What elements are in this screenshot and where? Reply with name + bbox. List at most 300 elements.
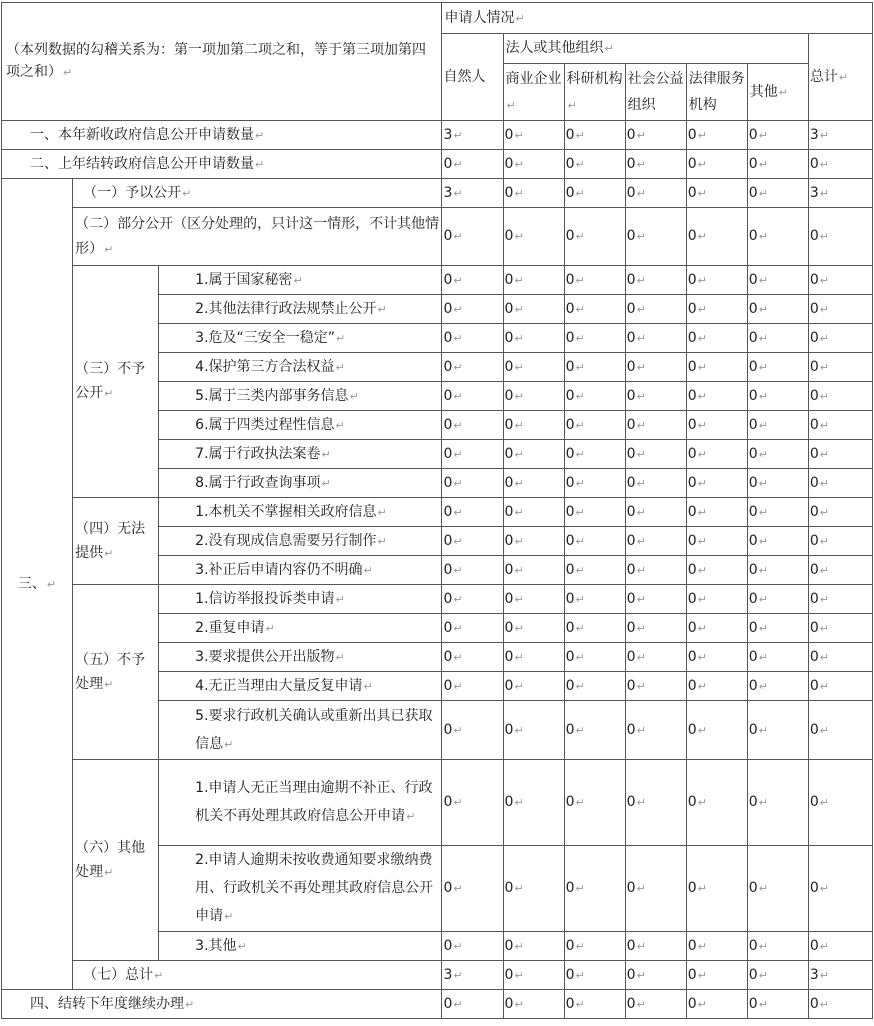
value-cell bbox=[686, 179, 747, 208]
cell-text: 0 bbox=[504, 445, 514, 462]
value-cell bbox=[442, 701, 503, 760]
return-mark-icon: ↵ bbox=[636, 476, 646, 490]
row-label bbox=[159, 498, 442, 527]
value-cell bbox=[442, 353, 503, 382]
value-cell bbox=[747, 498, 808, 527]
cell-text: 0 bbox=[504, 794, 514, 810]
cell-text: 0 bbox=[565, 619, 575, 636]
return-mark-icon: ↵ bbox=[636, 882, 646, 895]
value-cell bbox=[747, 556, 808, 585]
row-label bbox=[159, 760, 442, 846]
return-mark-icon: ↵ bbox=[758, 302, 768, 316]
return-mark-icon: ↵ bbox=[636, 128, 646, 142]
cell-text: 0 bbox=[748, 561, 758, 578]
cell-text: 3 bbox=[809, 126, 819, 143]
value-cell bbox=[747, 324, 808, 353]
value-cell bbox=[442, 440, 503, 469]
cell-text: 0 bbox=[687, 184, 697, 201]
return-mark-icon: ↵ bbox=[453, 796, 463, 809]
row-label bbox=[159, 846, 442, 932]
cell-text: 0 bbox=[443, 937, 453, 954]
cell-text: 0 bbox=[748, 532, 758, 549]
cell-text: 0 bbox=[687, 995, 697, 1012]
cell-text: 0 bbox=[626, 416, 636, 433]
value-cell bbox=[503, 990, 564, 1019]
value-cell bbox=[808, 585, 872, 614]
return-mark-icon: ↵ bbox=[758, 476, 768, 490]
return-mark-icon: ↵ bbox=[758, 230, 768, 243]
section-three-label bbox=[2, 179, 73, 990]
cell-text: 0 bbox=[809, 387, 819, 404]
value-cell bbox=[625, 701, 686, 760]
return-mark-icon: ↵ bbox=[335, 418, 345, 432]
value-cell bbox=[747, 932, 808, 961]
return-mark-icon: ↵ bbox=[697, 563, 707, 577]
row-label bbox=[73, 208, 442, 266]
value-cell bbox=[442, 324, 503, 353]
return-mark-icon: ↵ bbox=[575, 592, 585, 606]
cell-text: 0 bbox=[443, 474, 453, 491]
value-cell bbox=[625, 382, 686, 411]
row-label bbox=[159, 932, 442, 961]
value-cell bbox=[686, 324, 747, 353]
return-mark-icon: ↵ bbox=[697, 592, 707, 606]
return-mark-icon: ↵ bbox=[819, 360, 829, 374]
cell-text: 0 bbox=[809, 721, 819, 738]
return-mark-icon: ↵ bbox=[697, 186, 707, 200]
cell-text: 6.属于四类过程性信息 bbox=[195, 416, 335, 433]
value-cell bbox=[625, 556, 686, 585]
value-cell bbox=[686, 382, 747, 411]
value-cell bbox=[625, 527, 686, 556]
value-cell bbox=[808, 469, 872, 498]
cell-text: 0 bbox=[626, 561, 636, 578]
value-cell bbox=[747, 179, 808, 208]
cell-text: 0 bbox=[626, 966, 636, 983]
value-cell bbox=[503, 324, 564, 353]
cell-text: 0 bbox=[809, 228, 819, 244]
value-cell bbox=[564, 614, 625, 643]
cell-text: 四、结转下年度继续办理 bbox=[30, 995, 184, 1012]
cell-text: 0 bbox=[809, 794, 819, 810]
cell-text: 0 bbox=[687, 648, 697, 665]
value-cell bbox=[808, 932, 872, 961]
cell-text: 0 bbox=[504, 416, 514, 433]
cell-text: 2.申请人逾期未按收费通知要求缴纳费用、行政机关不再处理其政府信息公开申请 bbox=[195, 852, 434, 924]
value-cell bbox=[503, 179, 564, 208]
value-cell bbox=[747, 585, 808, 614]
cell-text: 0 bbox=[565, 532, 575, 549]
table-row bbox=[2, 990, 873, 1019]
return-mark-icon: ↵ bbox=[185, 997, 195, 1011]
value-cell bbox=[442, 990, 503, 1019]
value-cell bbox=[686, 585, 747, 614]
value-cell bbox=[808, 440, 872, 469]
return-mark-icon: ↵ bbox=[514, 505, 524, 519]
return-mark-icon: ↵ bbox=[697, 389, 707, 403]
return-mark-icon: ↵ bbox=[819, 882, 829, 895]
return-mark-icon: ↵ bbox=[819, 157, 829, 171]
return-mark-icon: ↵ bbox=[453, 360, 463, 374]
return-mark-icon: ↵ bbox=[453, 186, 463, 200]
return-mark-icon: ↵ bbox=[224, 737, 234, 751]
row-label bbox=[2, 150, 442, 179]
value-cell bbox=[686, 353, 747, 382]
value-cell bbox=[686, 208, 747, 266]
cell-text: 0 bbox=[504, 532, 514, 549]
cell-text: 0 bbox=[687, 445, 697, 462]
cell-text: 二、上年结转政府信息公开申请数量 bbox=[30, 155, 254, 172]
value-cell bbox=[564, 556, 625, 585]
cell-text: 0 bbox=[504, 387, 514, 404]
cell-text: 5.属于三类内部事务信息 bbox=[195, 387, 349, 404]
col-public-welfare: 社会公益组织 bbox=[625, 64, 686, 121]
return-mark-icon: ↵ bbox=[697, 679, 707, 693]
return-mark-icon: ↵ bbox=[224, 910, 234, 923]
row-label bbox=[159, 469, 442, 498]
return-mark-icon: ↵ bbox=[335, 650, 345, 664]
cell-text: 0 bbox=[809, 937, 819, 954]
cell-text: 0 bbox=[626, 648, 636, 665]
return-mark-icon: ↵ bbox=[575, 331, 585, 345]
value-cell bbox=[442, 498, 503, 527]
value-cell bbox=[686, 701, 747, 760]
return-mark-icon: ↵ bbox=[575, 650, 585, 664]
return-mark-icon: ↵ bbox=[575, 302, 585, 316]
cell-text: （四）无法提供 bbox=[75, 520, 146, 561]
value-cell bbox=[686, 961, 747, 990]
value-cell bbox=[564, 266, 625, 295]
return-mark-icon: ↵ bbox=[104, 387, 114, 400]
return-mark-icon: ↵ bbox=[697, 796, 707, 809]
return-mark-icon: ↵ bbox=[758, 796, 768, 809]
value-cell bbox=[686, 411, 747, 440]
value-cell bbox=[503, 961, 564, 990]
return-mark-icon: ↵ bbox=[697, 302, 707, 316]
value-cell bbox=[564, 208, 625, 266]
col-legal-service: 法律服务机构 bbox=[686, 64, 747, 121]
cell-text: 一、本年新收政府信息公开申请数量 bbox=[30, 126, 254, 143]
value-cell bbox=[442, 295, 503, 324]
return-mark-icon: ↵ bbox=[293, 273, 303, 287]
cell-text: 0 bbox=[687, 271, 697, 288]
cell-text: 0 bbox=[626, 474, 636, 491]
return-mark-icon: ↵ bbox=[636, 592, 646, 606]
value-cell bbox=[808, 990, 872, 1019]
return-mark-icon: ↵ bbox=[697, 128, 707, 142]
return-mark-icon: ↵ bbox=[514, 418, 524, 432]
cell-text: 0 bbox=[504, 995, 514, 1012]
cell-text: 0 bbox=[504, 648, 514, 665]
return-mark-icon: ↵ bbox=[758, 389, 768, 403]
return-mark-icon: ↵ bbox=[697, 621, 707, 635]
row-label bbox=[159, 411, 442, 440]
return-mark-icon: ↵ bbox=[377, 505, 387, 519]
return-mark-icon: ↵ bbox=[758, 418, 768, 432]
cell-text: 0 bbox=[504, 677, 514, 694]
value-cell bbox=[564, 701, 625, 760]
cell-text: （三）不予公开 bbox=[75, 361, 146, 401]
return-mark-icon: ↵ bbox=[514, 796, 524, 809]
cell-text: 0 bbox=[565, 445, 575, 462]
value-cell bbox=[808, 760, 872, 846]
return-mark-icon: ↵ bbox=[636, 997, 646, 1011]
cell-text: 0 bbox=[504, 721, 514, 738]
cell-text: （五）不予处理 bbox=[75, 651, 146, 692]
return-mark-icon: ↵ bbox=[453, 273, 463, 287]
return-mark-icon: ↵ bbox=[819, 447, 829, 461]
return-mark-icon: ↵ bbox=[575, 679, 585, 693]
row-label bbox=[159, 556, 442, 585]
return-mark-icon: ↵ bbox=[363, 563, 373, 577]
value-cell bbox=[442, 556, 503, 585]
value-cell bbox=[564, 527, 625, 556]
cell-text: 0 bbox=[626, 155, 636, 172]
cell-text: 1.信访举报投诉类申请 bbox=[195, 590, 335, 607]
value-cell bbox=[625, 990, 686, 1019]
return-mark-icon: ↵ bbox=[819, 230, 829, 243]
cell-text: 0 bbox=[565, 937, 575, 954]
return-mark-icon: ↵ bbox=[575, 418, 585, 432]
value-cell bbox=[747, 527, 808, 556]
return-mark-icon: ↵ bbox=[453, 302, 463, 316]
cell-text: 1.本机关不掌握相关政府信息 bbox=[195, 503, 377, 520]
return-mark-icon: ↵ bbox=[636, 157, 646, 171]
cell-text: 0 bbox=[626, 619, 636, 636]
row-label bbox=[73, 179, 442, 208]
cell-text: 0 bbox=[748, 937, 758, 954]
cell-text: 0 bbox=[748, 677, 758, 694]
value-cell bbox=[564, 295, 625, 324]
return-mark-icon: ↵ bbox=[819, 592, 829, 606]
value-cell bbox=[747, 121, 808, 150]
cell-text: 0 bbox=[443, 503, 453, 520]
value-cell bbox=[442, 585, 503, 614]
value-cell bbox=[808, 295, 872, 324]
value-cell bbox=[503, 150, 564, 179]
return-mark-icon: ↵ bbox=[104, 242, 114, 256]
return-mark-icon: ↵ bbox=[636, 230, 646, 243]
cell-text: 0 bbox=[809, 445, 819, 462]
value-cell bbox=[625, 324, 686, 353]
cell-text: 0 bbox=[626, 721, 636, 738]
value-cell bbox=[442, 614, 503, 643]
return-mark-icon: ↵ bbox=[514, 302, 524, 316]
return-mark-icon: ↵ bbox=[453, 476, 463, 490]
value-cell bbox=[686, 266, 747, 295]
return-mark-icon: ↵ bbox=[697, 273, 707, 287]
value-cell bbox=[808, 498, 872, 527]
value-cell bbox=[747, 382, 808, 411]
return-mark-icon: ↵ bbox=[819, 939, 829, 953]
return-mark-icon: ↵ bbox=[453, 882, 463, 895]
cell-text: 0 bbox=[443, 445, 453, 462]
cell-text: 0 bbox=[626, 794, 636, 810]
value-cell bbox=[625, 121, 686, 150]
return-mark-icon: ↵ bbox=[819, 968, 829, 982]
return-mark-icon: ↵ bbox=[453, 331, 463, 345]
group-label bbox=[73, 585, 159, 760]
value-cell bbox=[808, 324, 872, 353]
row-label bbox=[159, 643, 442, 672]
value-cell bbox=[503, 932, 564, 961]
return-mark-icon: ↵ bbox=[758, 563, 768, 577]
cell-text: 2.没有现成信息需要另行制作 bbox=[195, 532, 377, 549]
return-mark-icon: ↵ bbox=[697, 230, 707, 243]
cell-text: 0 bbox=[504, 966, 514, 983]
cell-text: 0 bbox=[687, 300, 697, 317]
cell-text: 0 bbox=[687, 126, 697, 143]
value-cell bbox=[747, 672, 808, 701]
return-mark-icon: ↵ bbox=[819, 723, 829, 737]
cell-text: 3.危及“三安全一稳定” bbox=[195, 329, 336, 346]
cell-text: 0 bbox=[565, 387, 575, 404]
return-mark-icon: ↵ bbox=[453, 230, 463, 243]
return-mark-icon: ↵ bbox=[636, 418, 646, 432]
value-cell bbox=[625, 585, 686, 614]
cell-text: 0 bbox=[443, 532, 453, 549]
return-mark-icon: ↵ bbox=[697, 447, 707, 461]
row-label bbox=[73, 961, 442, 990]
cell-text: 3.要求提供公开出版物 bbox=[195, 648, 335, 665]
cell-text: 3 bbox=[443, 966, 453, 983]
value-cell bbox=[808, 150, 872, 179]
group-label bbox=[73, 266, 159, 498]
return-mark-icon: ↵ bbox=[697, 534, 707, 548]
return-mark-icon: ↵ bbox=[46, 577, 57, 591]
cell-text: 0 bbox=[443, 387, 453, 404]
value-cell bbox=[808, 411, 872, 440]
cell-text: 0 bbox=[626, 445, 636, 462]
table-row bbox=[2, 150, 873, 179]
value-cell bbox=[747, 469, 808, 498]
cell-text: 0 bbox=[565, 300, 575, 317]
value-cell bbox=[747, 411, 808, 440]
return-mark-icon: ↵ bbox=[514, 389, 524, 403]
value-cell bbox=[747, 440, 808, 469]
value-cell bbox=[747, 643, 808, 672]
value-cell bbox=[442, 469, 503, 498]
return-mark-icon: ↵ bbox=[514, 447, 524, 461]
cell-text: 0 bbox=[748, 387, 758, 404]
cell-text: 0 bbox=[748, 155, 758, 172]
return-mark-icon: ↵ bbox=[758, 939, 768, 953]
return-mark-icon: ↵ bbox=[377, 534, 387, 548]
value-cell bbox=[564, 672, 625, 701]
value-cell bbox=[564, 411, 625, 440]
value-cell bbox=[625, 932, 686, 961]
value-cell bbox=[747, 150, 808, 179]
cell-text: 三、 bbox=[17, 575, 46, 592]
cell-text: 0 bbox=[748, 445, 758, 462]
value-cell bbox=[442, 527, 503, 556]
return-mark-icon: ↵ bbox=[819, 796, 829, 809]
value-cell bbox=[625, 846, 686, 932]
value-cell bbox=[503, 411, 564, 440]
return-mark-icon: ↵ bbox=[636, 563, 646, 577]
cell-text: 0 bbox=[626, 126, 636, 143]
cell-text: 0 bbox=[687, 387, 697, 404]
return-mark-icon: ↵ bbox=[265, 621, 275, 635]
value-cell bbox=[503, 846, 564, 932]
return-mark-icon: ↵ bbox=[453, 157, 463, 171]
cell-text: 0 bbox=[504, 271, 514, 288]
cell-text: 0 bbox=[748, 184, 758, 201]
report-table bbox=[1, 2, 873, 1019]
value-cell bbox=[564, 990, 625, 1019]
group-label bbox=[73, 498, 159, 585]
return-mark-icon: ↵ bbox=[636, 447, 646, 461]
return-mark-icon: ↵ bbox=[636, 331, 646, 345]
value-cell bbox=[564, 643, 625, 672]
return-mark-icon: ↵ bbox=[819, 621, 829, 635]
value-cell bbox=[686, 469, 747, 498]
cell-text: 0 bbox=[687, 358, 697, 375]
return-mark-icon: ↵ bbox=[758, 505, 768, 519]
cell-text: 0 bbox=[748, 995, 758, 1012]
return-mark-icon: ↵ bbox=[514, 723, 524, 737]
value-cell bbox=[625, 961, 686, 990]
cell-text: 0 bbox=[565, 416, 575, 433]
return-mark-icon: ↵ bbox=[819, 418, 829, 432]
return-mark-icon: ↵ bbox=[514, 331, 524, 345]
value-cell bbox=[625, 498, 686, 527]
header-legal-group: 法人或其他组织↵ bbox=[503, 34, 808, 64]
return-mark-icon: ↵ bbox=[321, 476, 331, 490]
value-cell bbox=[625, 469, 686, 498]
return-mark-icon: ↵ bbox=[514, 968, 524, 982]
cell-text: 0 bbox=[626, 677, 636, 694]
return-mark-icon: ↵ bbox=[182, 186, 192, 200]
return-mark-icon: ↵ bbox=[819, 273, 829, 287]
value-cell bbox=[503, 295, 564, 324]
cell-text: 0 bbox=[443, 329, 453, 346]
return-mark-icon: ↵ bbox=[514, 592, 524, 606]
value-cell bbox=[442, 150, 503, 179]
return-mark-icon: ↵ bbox=[636, 505, 646, 519]
cell-text: 0 bbox=[565, 329, 575, 346]
value-cell bbox=[686, 121, 747, 150]
cell-text: 0 bbox=[687, 329, 697, 346]
value-cell bbox=[747, 353, 808, 382]
return-mark-icon: ↵ bbox=[758, 679, 768, 693]
return-mark-icon: ↵ bbox=[335, 592, 345, 606]
cell-text: 0 bbox=[443, 358, 453, 375]
return-mark-icon: ↵ bbox=[758, 534, 768, 548]
cell-text: 0 bbox=[687, 937, 697, 954]
cell-text: 0 bbox=[565, 503, 575, 520]
cell-text: 0 bbox=[748, 619, 758, 636]
value-cell bbox=[625, 295, 686, 324]
return-mark-icon: ↵ bbox=[819, 389, 829, 403]
return-mark-icon: ↵ bbox=[377, 302, 387, 316]
cell-text: 0 bbox=[748, 271, 758, 288]
table-row bbox=[2, 179, 873, 208]
return-mark-icon: ↵ bbox=[453, 679, 463, 693]
return-mark-icon: ↵ bbox=[819, 997, 829, 1011]
cell-text: 0 bbox=[687, 474, 697, 491]
cell-text: 0 bbox=[809, 329, 819, 346]
value-cell bbox=[747, 266, 808, 295]
value-cell bbox=[503, 353, 564, 382]
return-mark-icon: ↵ bbox=[636, 679, 646, 693]
value-cell bbox=[686, 932, 747, 961]
cell-text: 0 bbox=[504, 126, 514, 143]
table-row bbox=[2, 585, 873, 614]
return-mark-icon: ↵ bbox=[514, 476, 524, 490]
value-cell bbox=[808, 701, 872, 760]
return-mark-icon: ↵ bbox=[758, 997, 768, 1011]
